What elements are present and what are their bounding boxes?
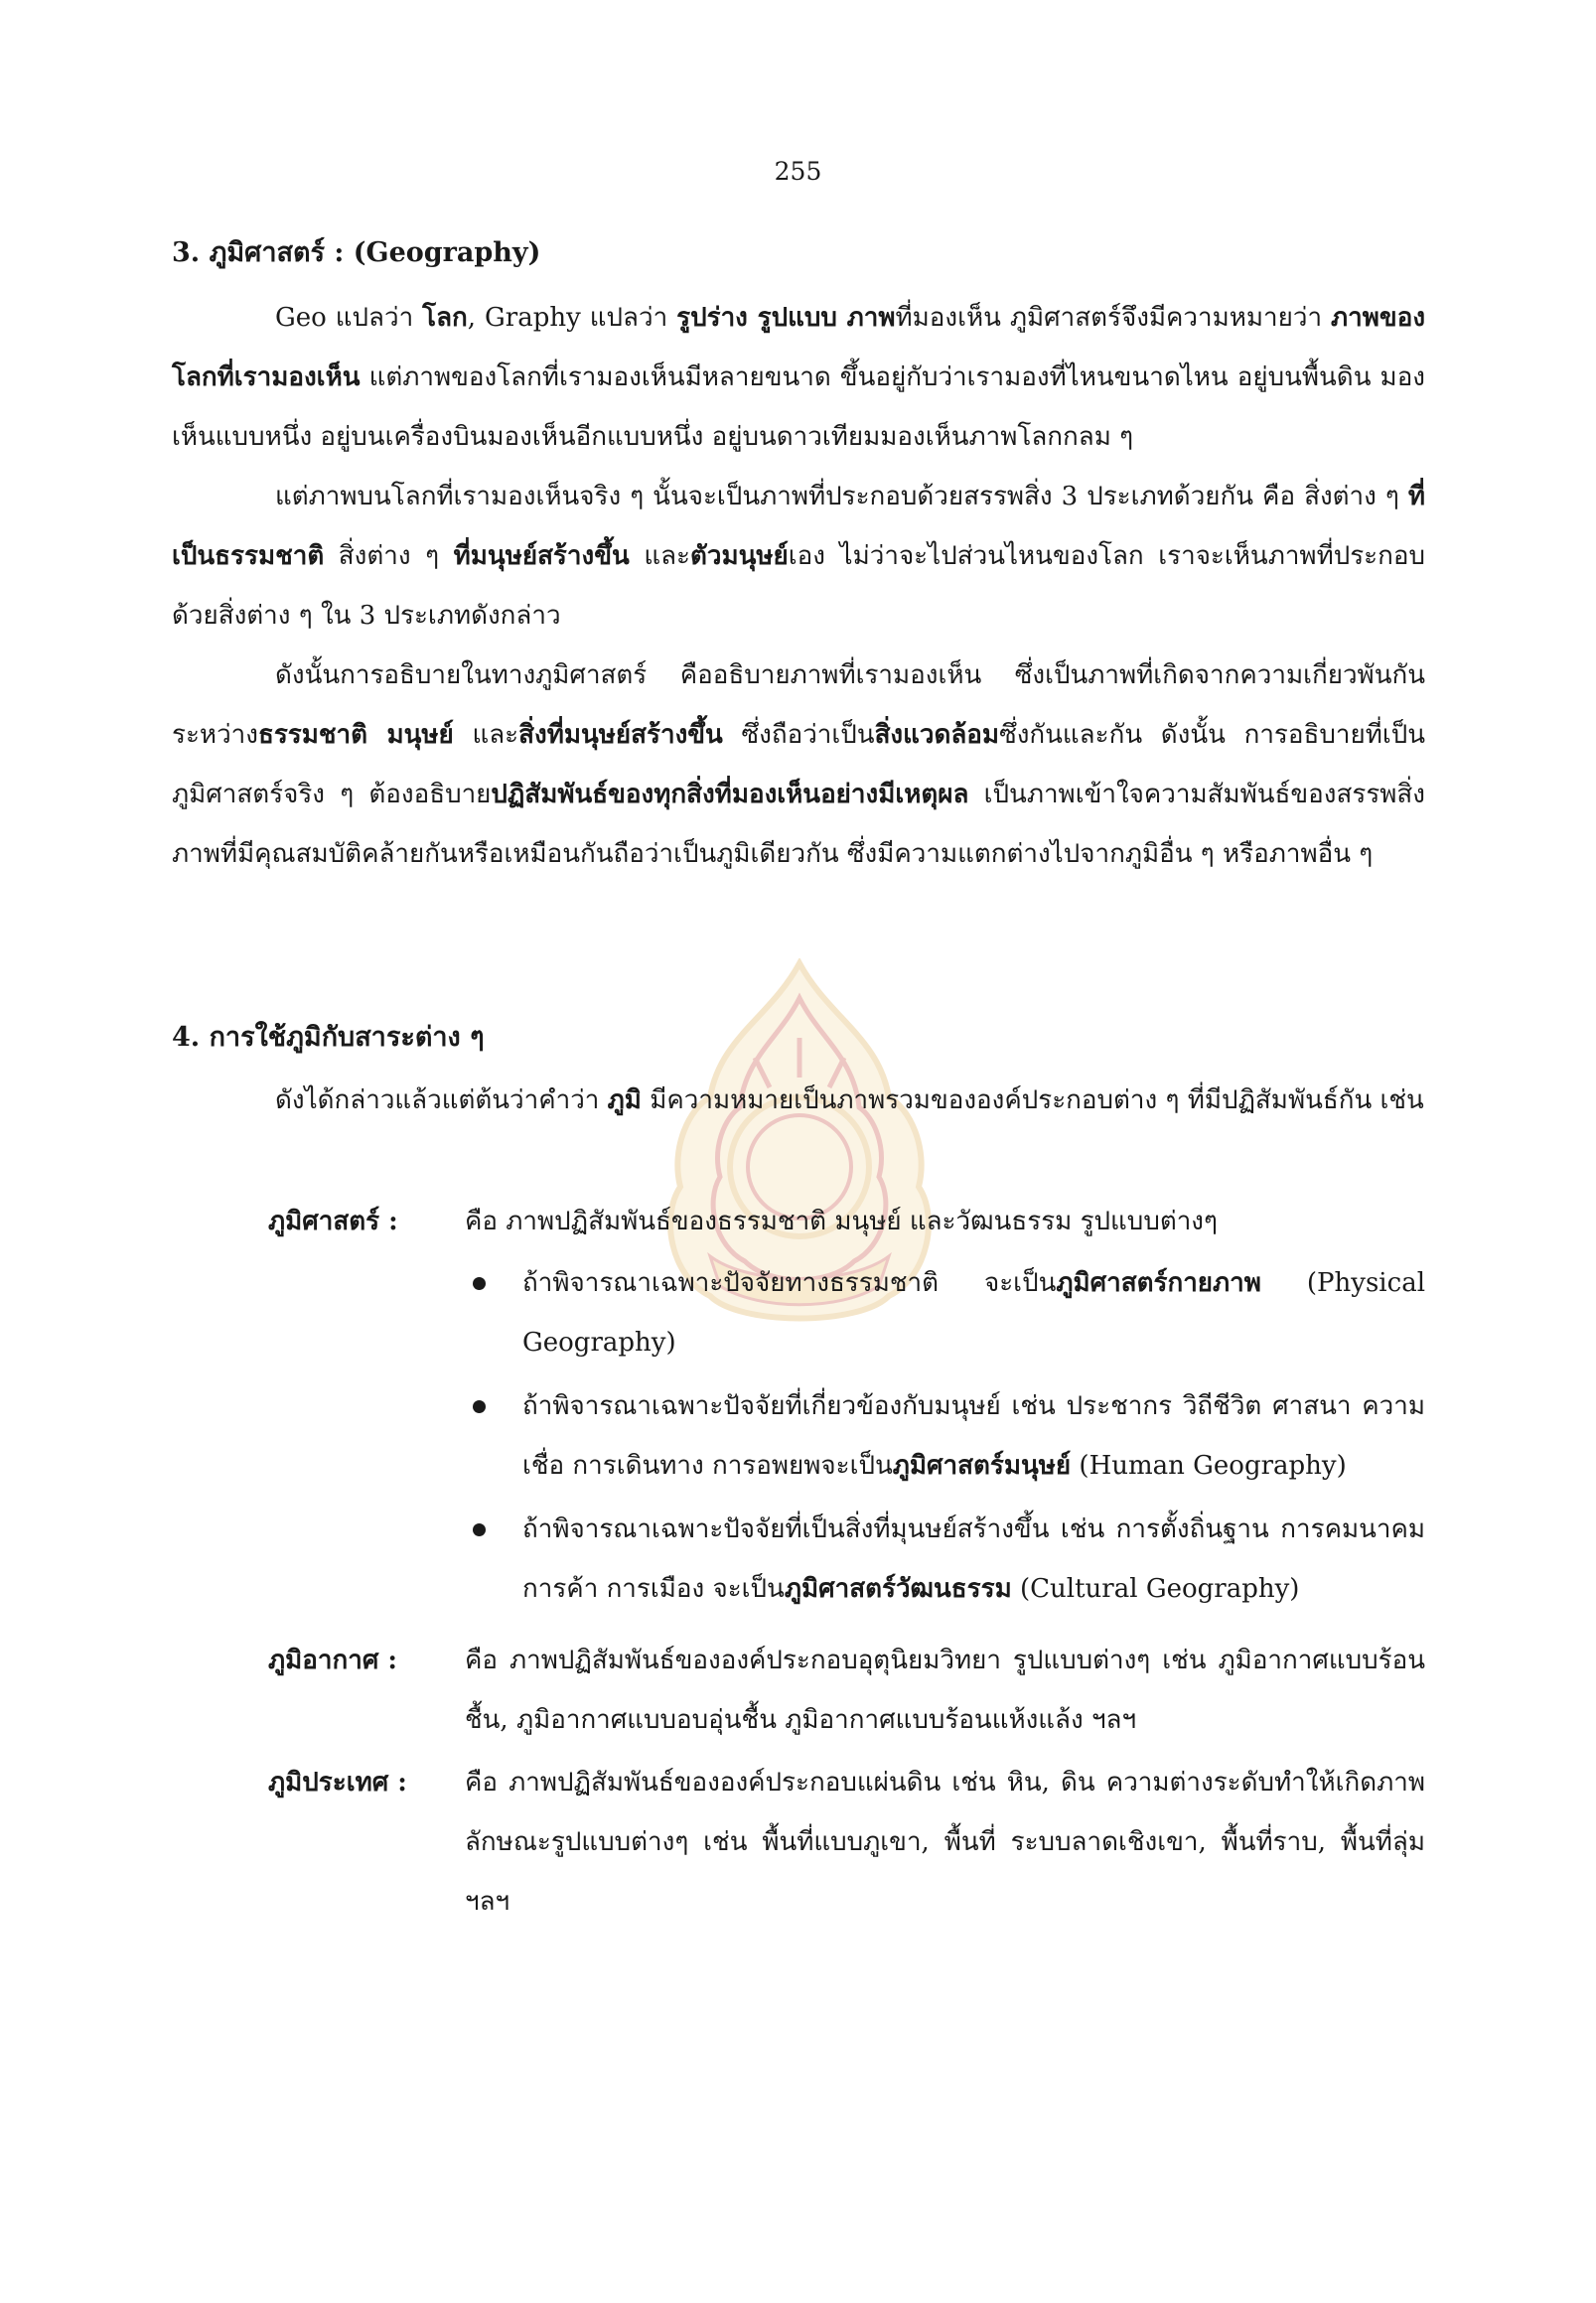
- definition-geography: [268, 1192, 1425, 1251]
- usage-intro-paragraph: ดังได้กล่าวแล้วแต่ต้นว่าคำว่า ภูมิ มีความหมายเป็นภาพรวมขององค์ประกอบต่าง ๆ ที่มีปฏิสัมพันธ์กัน เช่น: [275, 1085, 1424, 1115]
- geography-branches-list: [465, 1253, 1425, 1623]
- definition-climate: [268, 1631, 1425, 1750]
- list-item: ถ้าพิจารณาเฉพาะปัจจัยที่เป็นสิ่งที่มุนษย์สร้างขึ้น เช่น การตั้งถิ่นฐาน การคมนาคม การค้า การเมือง จะเป็นภูมิศาสตร์วัฒนธรรม (Cultural Geography): [465, 1500, 1425, 1619]
- page-number: 255: [774, 157, 822, 186]
- bullet-icon: [473, 1523, 486, 1536]
- section-3-heading: 3. ภูมิศาสตร์ : (Geography): [172, 237, 541, 268]
- definition-description: คือ ภาพปฏิสัมพันธ์ของธรรมชาติ มนุษย์ และวัฒนธรรม รูปแบบต่างๆ: [465, 1207, 1218, 1236]
- definition-description: คือ ภาพปฏิสัมพันธ์ขององค์ประกอบอุตุนิยมวิทยา รูปแบบต่างๆ เช่น ภูมิอากาศแบบร้อนชื้น, ภูมิอากาศแบบอบอุ่นชื้น ภูมิอากาศแบบร้อนแห้งแล้ง ฯลฯ: [465, 1646, 1425, 1735]
- definition-term: ภูมิศาสตร์ :: [268, 1207, 398, 1236]
- definition-description: คือ ภาพปฏิสัมพันธ์ขององค์ประกอบแผ่นดิน เช่น หิน, ดิน ความต่างระดับทำให้เกิดภาพลักษณะรูปแบบต่างๆ เช่น พื้นที่แบบภูเขา, พื้นที่ ระบบลาดเชิงเขา, พื้นที่ราบ, พื้นที่ลุ่ม ฯลฯ: [465, 1768, 1425, 1917]
- list-item: ถ้าพิจารณาเฉพาะปัจจัยทางธรรมชาติ จะเป็นภูมิศาสตร์กายภาพ (Physical Geography): [465, 1253, 1425, 1372]
- bullet-icon: [473, 1277, 486, 1290]
- geography-paragraph-3: ดังนั้นการอธิบายในทางภูมิศาสตร์ คืออธิบายภาพที่เรามองเห็น ซึ่งเป็นภาพที่เกิดจากความเกี่ยวพันกันระหว่างธรรมชาติ มนุษย์ และสิ่งที่มนุษย์สร้างขึ้น ซึ่งถือว่าเป็นสิ่งแวดล้อมซึ่งกันและกัน ดังนั้น การอธิบายที่เป็นภูมิศาสตร์จริง ๆ ต้องอธิบายปฏิสัมพันธ์ของทุกสิ่งที่มองเห็นอย่างมีเหตุผล เป็นภาพเข้าใจความสัมพันธ์ของสรรพสิ่ง ภาพที่มีคุณสมบัติคล้ายกันหรือเหมือนกันถือว่าเป็นภูมิเดียวกัน ซึ่งมีความแตกต่างไปจากภูมิอื่น ๆ หรือภาพอื่น ๆ: [172, 660, 1426, 869]
- definition-terrain: [268, 1753, 1425, 1932]
- geography-paragraph-1: Geo แปลว่า โลก, Graphy แปลว่า รูปร่าง รูปแบบ ภาพที่มองเห็น ภูมิศาสตร์จึงมีความหมายว่า ภาพของโลกที่เรามองเห็น แต่ภาพของโลกที่เรามองเห็นมีหลายขนาด ขึ้นอยู่กับว่าเรามองที่ไหนขนาดไหน อยู่บนพื้นดิน มองเห็นแบบหนึ่ง อยู่บนเครื่องบินมองเห็นอีกแบบหนึ่ง อยู่บนดาวเทียมมองเห็นภาพโลกกลม ๆ: [172, 303, 1426, 452]
- bullet-icon: [473, 1400, 486, 1413]
- geography-paragraph-2: แต่ภาพบนโลกที่เรามองเห็นจริง ๆ นั้นจะเป็นภาพที่ประกอบด้วยสรรพสิ่ง 3 ประเภทด้วยกัน คือ สิ่งต่าง ๆ ที่เป็นธรรมชาติ สิ่งต่าง ๆ ที่มนุษย์สร้างขึ้น และตัวมนุษย์เอง ไม่ว่าจะไปส่วนไหนของโลก เราจะเห็นภาพที่ประกอบด้วยสิ่งต่าง ๆ ใน 3 ประเภทดังกล่าว: [172, 482, 1425, 631]
- definition-term: ภูมิประเทศ :: [268, 1768, 407, 1798]
- section-4-heading: 4. การใช้ภูมิกับสาระต่าง ๆ: [172, 1022, 485, 1053]
- definition-term: ภูมิอากาศ :: [268, 1646, 397, 1675]
- list-item: ถ้าพิจารณาเฉพาะปัจจัยที่เกี่ยวข้องกับมนุษย์ เช่น ประชากร วิถีชีวิต ศาสนา ความเชื่อ การเดินทาง การอพยพจะเป็นภูมิศาสตร์มนุษย์ (Human Geography): [465, 1376, 1425, 1496]
